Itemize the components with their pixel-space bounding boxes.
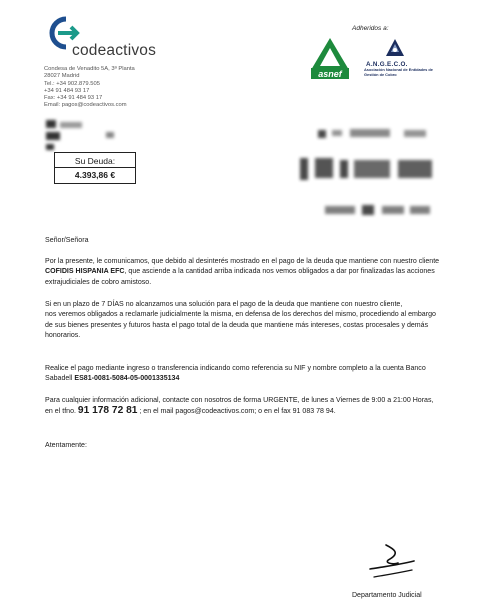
paragraph-1: [45, 257, 440, 288]
closing: Atentamente:: [45, 442, 87, 449]
paragraph-text: Si en un plazo de 7 DÍAS no alcanzamos una solución para el pago de la deuda que mantiene con nuestro cliente,: [45, 301, 403, 308]
paragraph-2: [45, 300, 440, 342]
svg-text:asnef: asnef: [318, 69, 342, 79]
salutation: Señor/Señora: [45, 237, 89, 244]
associations-label: Adheridos a:: [352, 25, 389, 32]
signature-icon: [364, 541, 420, 583]
paragraph-text: Realice el pago mediante ingreso o transferencia indicando como referencia su NIF y nombre completo a la cuenta Banco Sabadell: [45, 365, 426, 383]
brand-name: codeactivos: [72, 42, 157, 59]
paragraph-3: [45, 364, 440, 385]
debt-amount: 4.393,86 €: [74, 170, 116, 180]
paragraph-text: , que asciende a la cantidad arriba indicada nos vemos obligados a dar por finalizadas las acciones extrajudiciales de cobro amistoso.: [45, 268, 435, 286]
department-label: Departamento Judicial: [352, 592, 422, 599]
telephone-2: +34 91 484 93 17: [44, 87, 90, 94]
address-line: Condesa de Venadito 5A, 3ª Planta: [44, 66, 135, 72]
paragraph-text: Por la presente, le comunicamos, que debido al desinterés mostrado en el pago de la deuda que mantiene con nuestro cliente: [45, 258, 440, 265]
paragraph-text: nos veremos obligados a reclamarle judicialmente la misma, en defensa de los derechos del mismo, procediendo al embargo de sus bienes presentes y futuros hasta el pago total de la deuda que mantiene más intereses, costas procesales y demás honorarios.: [45, 311, 436, 340]
bank-account: ES81-0081-5084-05-0001335134: [74, 375, 180, 383]
angeco-logo-icon: [384, 38, 406, 60]
fax: Fax: +34 91 484 93 17: [44, 95, 103, 102]
debt-label: Su Deuda:: [74, 156, 116, 166]
phone-number: 91 178 72 81: [77, 405, 138, 417]
sender-address: [44, 66, 135, 110]
email: Email: pagos@codeactivos.com: [44, 102, 127, 109]
client-name: COFIDIS HISPANIA EFC: [45, 268, 125, 276]
paragraph-4: [45, 396, 440, 418]
address-line: 28027 Madrid: [44, 73, 80, 80]
divider: [55, 167, 135, 168]
asnef-logo-icon: [309, 36, 351, 80]
paragraph-text: ; en el mail pagos@codeactivos.com; o en el fax 91 083 78 94.: [137, 408, 336, 416]
debt-box: [54, 152, 136, 184]
paragraph-text: Para cualquier información adicional, contacte con nosotros de forma URGENTE, de lunes a Viernes de 9:00 a 21:00 Horas, en el tfno.: [45, 397, 434, 416]
telephone: Tel.: +34 902.879.505: [44, 80, 100, 87]
angeco-full-name: Asociación Nacional de Entidades de Gestión de Cobro: [364, 67, 433, 77]
angeco-name: A.N.G.E.C.O.: [366, 61, 408, 68]
